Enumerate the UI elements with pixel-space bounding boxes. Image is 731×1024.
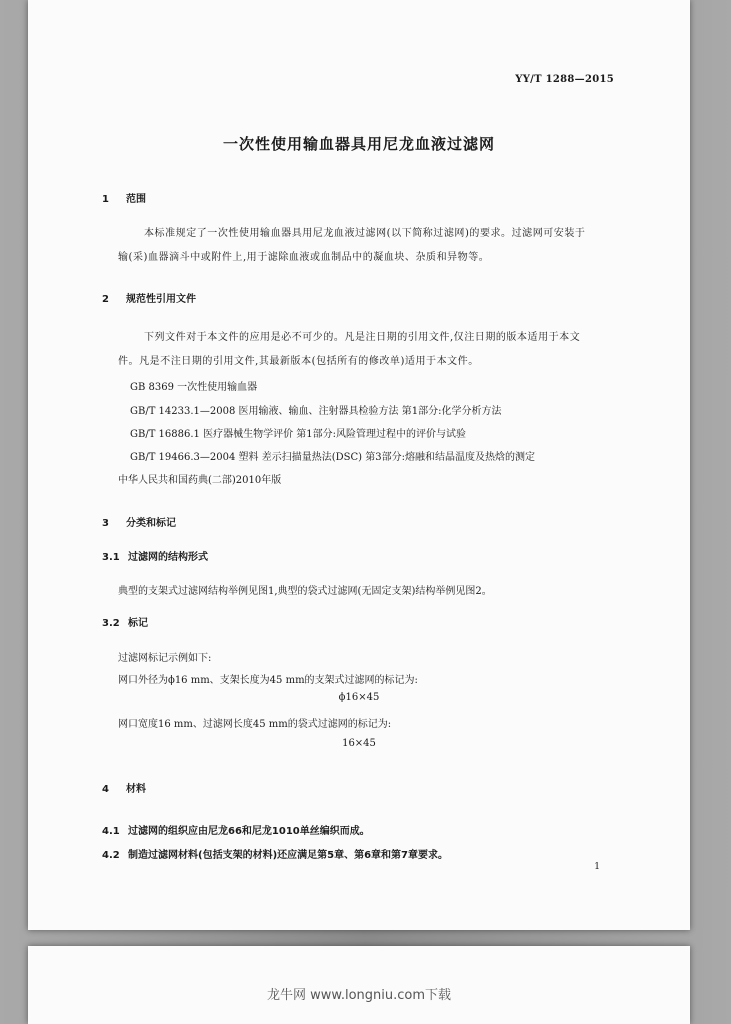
section-4-title: 材料 xyxy=(126,784,146,795)
section-1-number: 1 xyxy=(102,194,109,205)
marking-code-2: 16×45 xyxy=(342,738,376,749)
section-2-heading xyxy=(102,290,196,305)
reference-item: 中华人民共和国药典(二部)2010年版 xyxy=(118,475,282,486)
reference-item: GB/T 19466.3—2004 塑料 差示扫描量热法(DSC) 第3部分:熔融和结晶温度及热焓的测定 xyxy=(130,452,535,463)
document-page[interactable] xyxy=(28,0,690,930)
download-watermark: 龙牛网 www.longniu.com下载 xyxy=(266,988,451,1003)
section-3-title: 分类和标记 xyxy=(126,518,176,529)
clause-4-2-text: 制造过滤网材料(包括支架的材料)还应满足第5章、第6章和第7章要求。 xyxy=(128,850,449,861)
section-3-1-title: 过滤网的结构形式 xyxy=(128,552,208,563)
section-3-2-number: 3.2 xyxy=(102,618,120,629)
next-page-preview[interactable] xyxy=(28,946,690,1024)
reference-item: GB/T 16886.1 医疗器械生物学评价 第1部分:风险管理过程中的评价与试验 xyxy=(130,429,466,440)
section-1-title: 范围 xyxy=(126,194,146,205)
section-1-paragraph-line-2: 输(采)血器滴斗中或附件上,用于滤除血液或血制品中的凝血块、杂质和异物等。 xyxy=(118,252,490,263)
section-2-title: 规范性引用文件 xyxy=(126,294,196,305)
section-3-1-number: 3.1 xyxy=(102,552,120,563)
section-3-2-title: 标记 xyxy=(128,618,148,629)
clause-4-2-number: 4.2 xyxy=(102,850,120,861)
section-3-number: 3 xyxy=(102,518,109,529)
section-4-heading xyxy=(102,780,146,795)
standard-code: YY/T 1288—2015 xyxy=(515,74,614,85)
section-3-1-paragraph: 典型的支架式过滤网结构举例见图1,典型的袋式过滤网(无固定支架)结构举例见图2。 xyxy=(118,586,492,597)
section-3-heading xyxy=(102,514,176,529)
clause-4-2 xyxy=(102,846,448,861)
section-2-paragraph-line-2: 件。凡是不注日期的引用文件,其最新版本(包括所有的修改单)适用于本文件。 xyxy=(118,356,479,367)
clause-4-1 xyxy=(102,822,370,837)
marking-intro: 过滤网标记示例如下: xyxy=(118,653,212,664)
section-3-2-heading xyxy=(102,614,148,629)
section-3-1-heading xyxy=(102,548,208,563)
clause-4-1-text: 过滤网的组织应由尼龙66和尼龙1010单丝编织而成。 xyxy=(128,826,370,837)
section-1-heading xyxy=(102,190,146,205)
page-number: 1 xyxy=(594,862,600,872)
marking-code-1: ϕ16×45 xyxy=(338,692,380,703)
marking-example-2: 网口宽度16 mm、过滤网长度45 mm的袋式过滤网的标记为: xyxy=(118,719,392,730)
marking-example-1: 网口外径为ϕ16 mm、支架长度为45 mm的支架式过滤网的标记为: xyxy=(118,675,418,686)
section-1-paragraph-line-1: 本标准规定了一次性使用输血器具用尼龙血液过滤网(以下简称过滤网)的要求。过滤网可安装于 xyxy=(144,228,586,239)
clause-4-1-number: 4.1 xyxy=(102,826,120,837)
document-title: 一次性使用输血器具用尼龙血液过滤网 xyxy=(222,135,495,153)
section-2-number: 2 xyxy=(102,294,109,305)
section-2-paragraph-line-1: 下列文件对于本文件的应用是必不可少的。凡是注日期的引用文件,仅注日期的版本适用于本文 xyxy=(144,332,581,343)
reference-item: GB/T 14233.1—2008 医用输液、输血、注射器具检验方法 第1部分:化学分析方法 xyxy=(130,406,502,417)
reference-item: GB 8369 一次性使用输血器 xyxy=(130,382,258,393)
section-4-number: 4 xyxy=(102,784,109,795)
